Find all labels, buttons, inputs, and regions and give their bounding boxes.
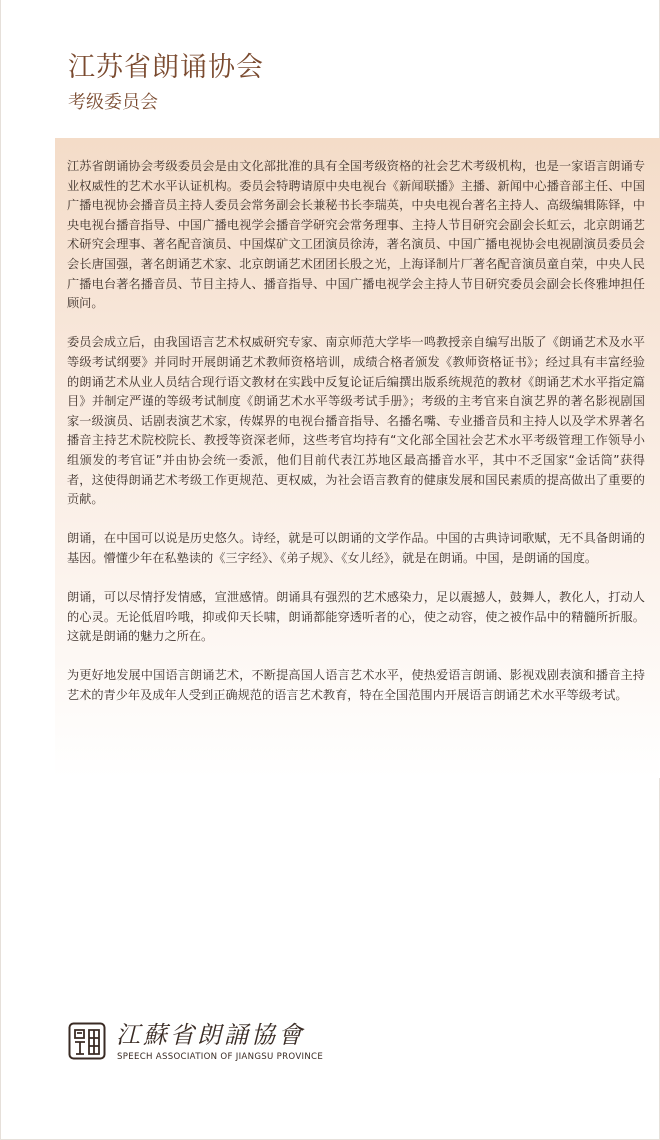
logo-chinese-name: 江蘇省朗誦協會 [116,1021,305,1049]
header [68,50,640,116]
seal-icon [68,1022,106,1060]
page-subtitle: 考级委员会 [68,92,158,113]
paragraph: 委员会成立后，由我国语言艺术权威研究专家、南京师范大学毕一鸣教授亲自编写出版了《朗诵艺术及水平等级考试纲要》并同时开展朗诵艺术教师资格培训，成绩合格者颁发《教师资格证书》；经过具有丰富经验的朗诵艺术从业人员结合现行语文教材在实践中反复论证后编撰出版系统规范的教材《朗诵艺术水平指定篇目》并制定严谨的等级考试制度《朗诵艺术水平等级考试手册》；考级的主考官来自演艺界的著名影视剧国家一级演员、话剧表演艺术家，传媒界的电视台播音指导、名播名嘴、专业播音员和主持人以及学术界著名播音主持艺术院校院长、教授等资深老师，这些考官均持有“文化部全国社会艺术水平考级管理工作领导小组颁发的考官证”并由协会统一委派，他们目前代表江苏地区最高播音水平，其中不乏国家“金话筒”获得者，这使得朗诵艺术考级工作更规范、更权威，为社会语言教育的健康发展和国民素质的提高做出了重要的贡献。 [67,335,645,507]
paragraph: 朗诵，可以尽情抒发情感，宣泄感情。朗诵具有强烈的艺术感染力，足以震撼人，鼓舞人，教化人，打动人的心灵。无论低眉吟哦，抑或仰天长啸，朗诵都能穿透听者的心，使之动容，使之被作品中的精髓所折服。这就是朗诵的魅力之所在。 [67,590,645,644]
paragraph: 江苏省朗诵协会考级委员会是由文化部批准的具有全国考级资格的社会艺术考级机构，也是一家语言朗诵专业权威性的艺术水平认证机构。委员会特聘请原中央电视台《新闻联播》主播、新闻中心播音部主任、中国广播电视协会播音员主持人委员会常务副会长兼秘书长李瑞英，中央电视台著名主持人、高级编辑陈铎，中央电视台播音指导、中国广播电视学会播音学研究会常务理事、主持人节目研究会副会长虹云，北京朗诵艺术研究会理事、著名配音演员、中国煤矿文工团演员徐涛，著名演员、中国广播电视协会电视剧演员委员会会长唐国强，著名朗诵艺术家、北京朗诵艺术团团长殷之光，上海译制片厂著名配音演员童自荣，中央人民广播电台著名播音员、节目主持人、播音指导、中国广播电视学会主持人节目研究委员会副会长佟雅坤担任顾问。 [67,159,645,311]
logo-english-name: SPEECH ASSOCIATION OF JIANGSU PROVINCE [117,1052,324,1062]
paragraph: 为更好地发展中国语言朗诵艺术，不断提高国人语言艺术水平，使热爱语言朗诵、影视戏剧表演和播音主持艺术的青少年及成年人受到正确规范的语言艺术教育，特在全国范围内开展语言朗诵艺术水平等级考试。 [67,668,645,703]
association-logo [68,1020,338,1066]
paragraph: 朗诵，在中国可以说是历史悠久。诗经，就是可以朗诵的文学作品。中国的古典诗词歌赋，无不具备朗诵的基因。懵懂少年在私塾读的《三字经》、《弟子规》、《女儿经》，就是在朗诵。中国，是朗诵的国度。 [67,531,645,565]
page-title: 江苏省朗诵协会 [68,52,264,83]
body-text [67,157,645,725]
